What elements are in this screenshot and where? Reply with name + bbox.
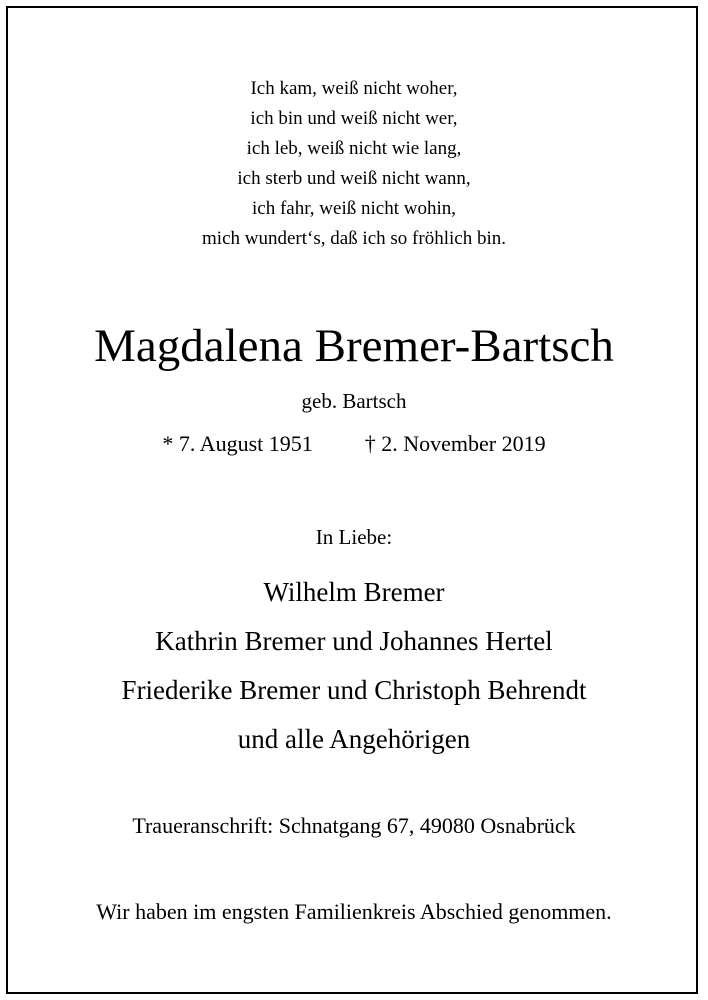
deceased-name: Magdalena Bremer-Bartsch (94, 320, 614, 372)
poem-line: ich bin und weiß nicht wer, (250, 108, 458, 129)
mourning-address: Traueranschrift: Schnatgang 67, 49080 Osnabrück (132, 813, 576, 838)
mourner-name: und alle Angehörigen (237, 724, 471, 754)
poem-line: ich leb, weiß nicht wie lang, (246, 138, 462, 159)
mourners-label: In Liebe: (315, 525, 393, 549)
mourner-name: Kathrin Bremer und Johannes Hertel (155, 626, 553, 656)
birth-date: * 7. August 1951 (162, 431, 313, 456)
mourner-name: Friederike Bremer und Christoph Behrendt (121, 675, 587, 705)
poem-line: ich sterb und weiß nicht wann, (237, 168, 471, 189)
poem-line: mich wundert‘s, daß ich so fröhlich bin. (202, 228, 506, 249)
closing-note: Wir haben im engsten Familienkreis Abschied genommen. (96, 899, 612, 924)
death-date: † 2. November 2019 (364, 431, 546, 456)
poem (0, 74, 708, 254)
birth-name: geb. Bartsch (301, 389, 407, 413)
mourners-list (0, 568, 708, 764)
mourner-name: Wilhelm Bremer (263, 577, 445, 607)
poem-line: Ich kam, weiß nicht woher, (250, 78, 458, 99)
life-dates (0, 428, 708, 460)
poem-line: ich fahr, weiß nicht wohin, (252, 198, 456, 219)
